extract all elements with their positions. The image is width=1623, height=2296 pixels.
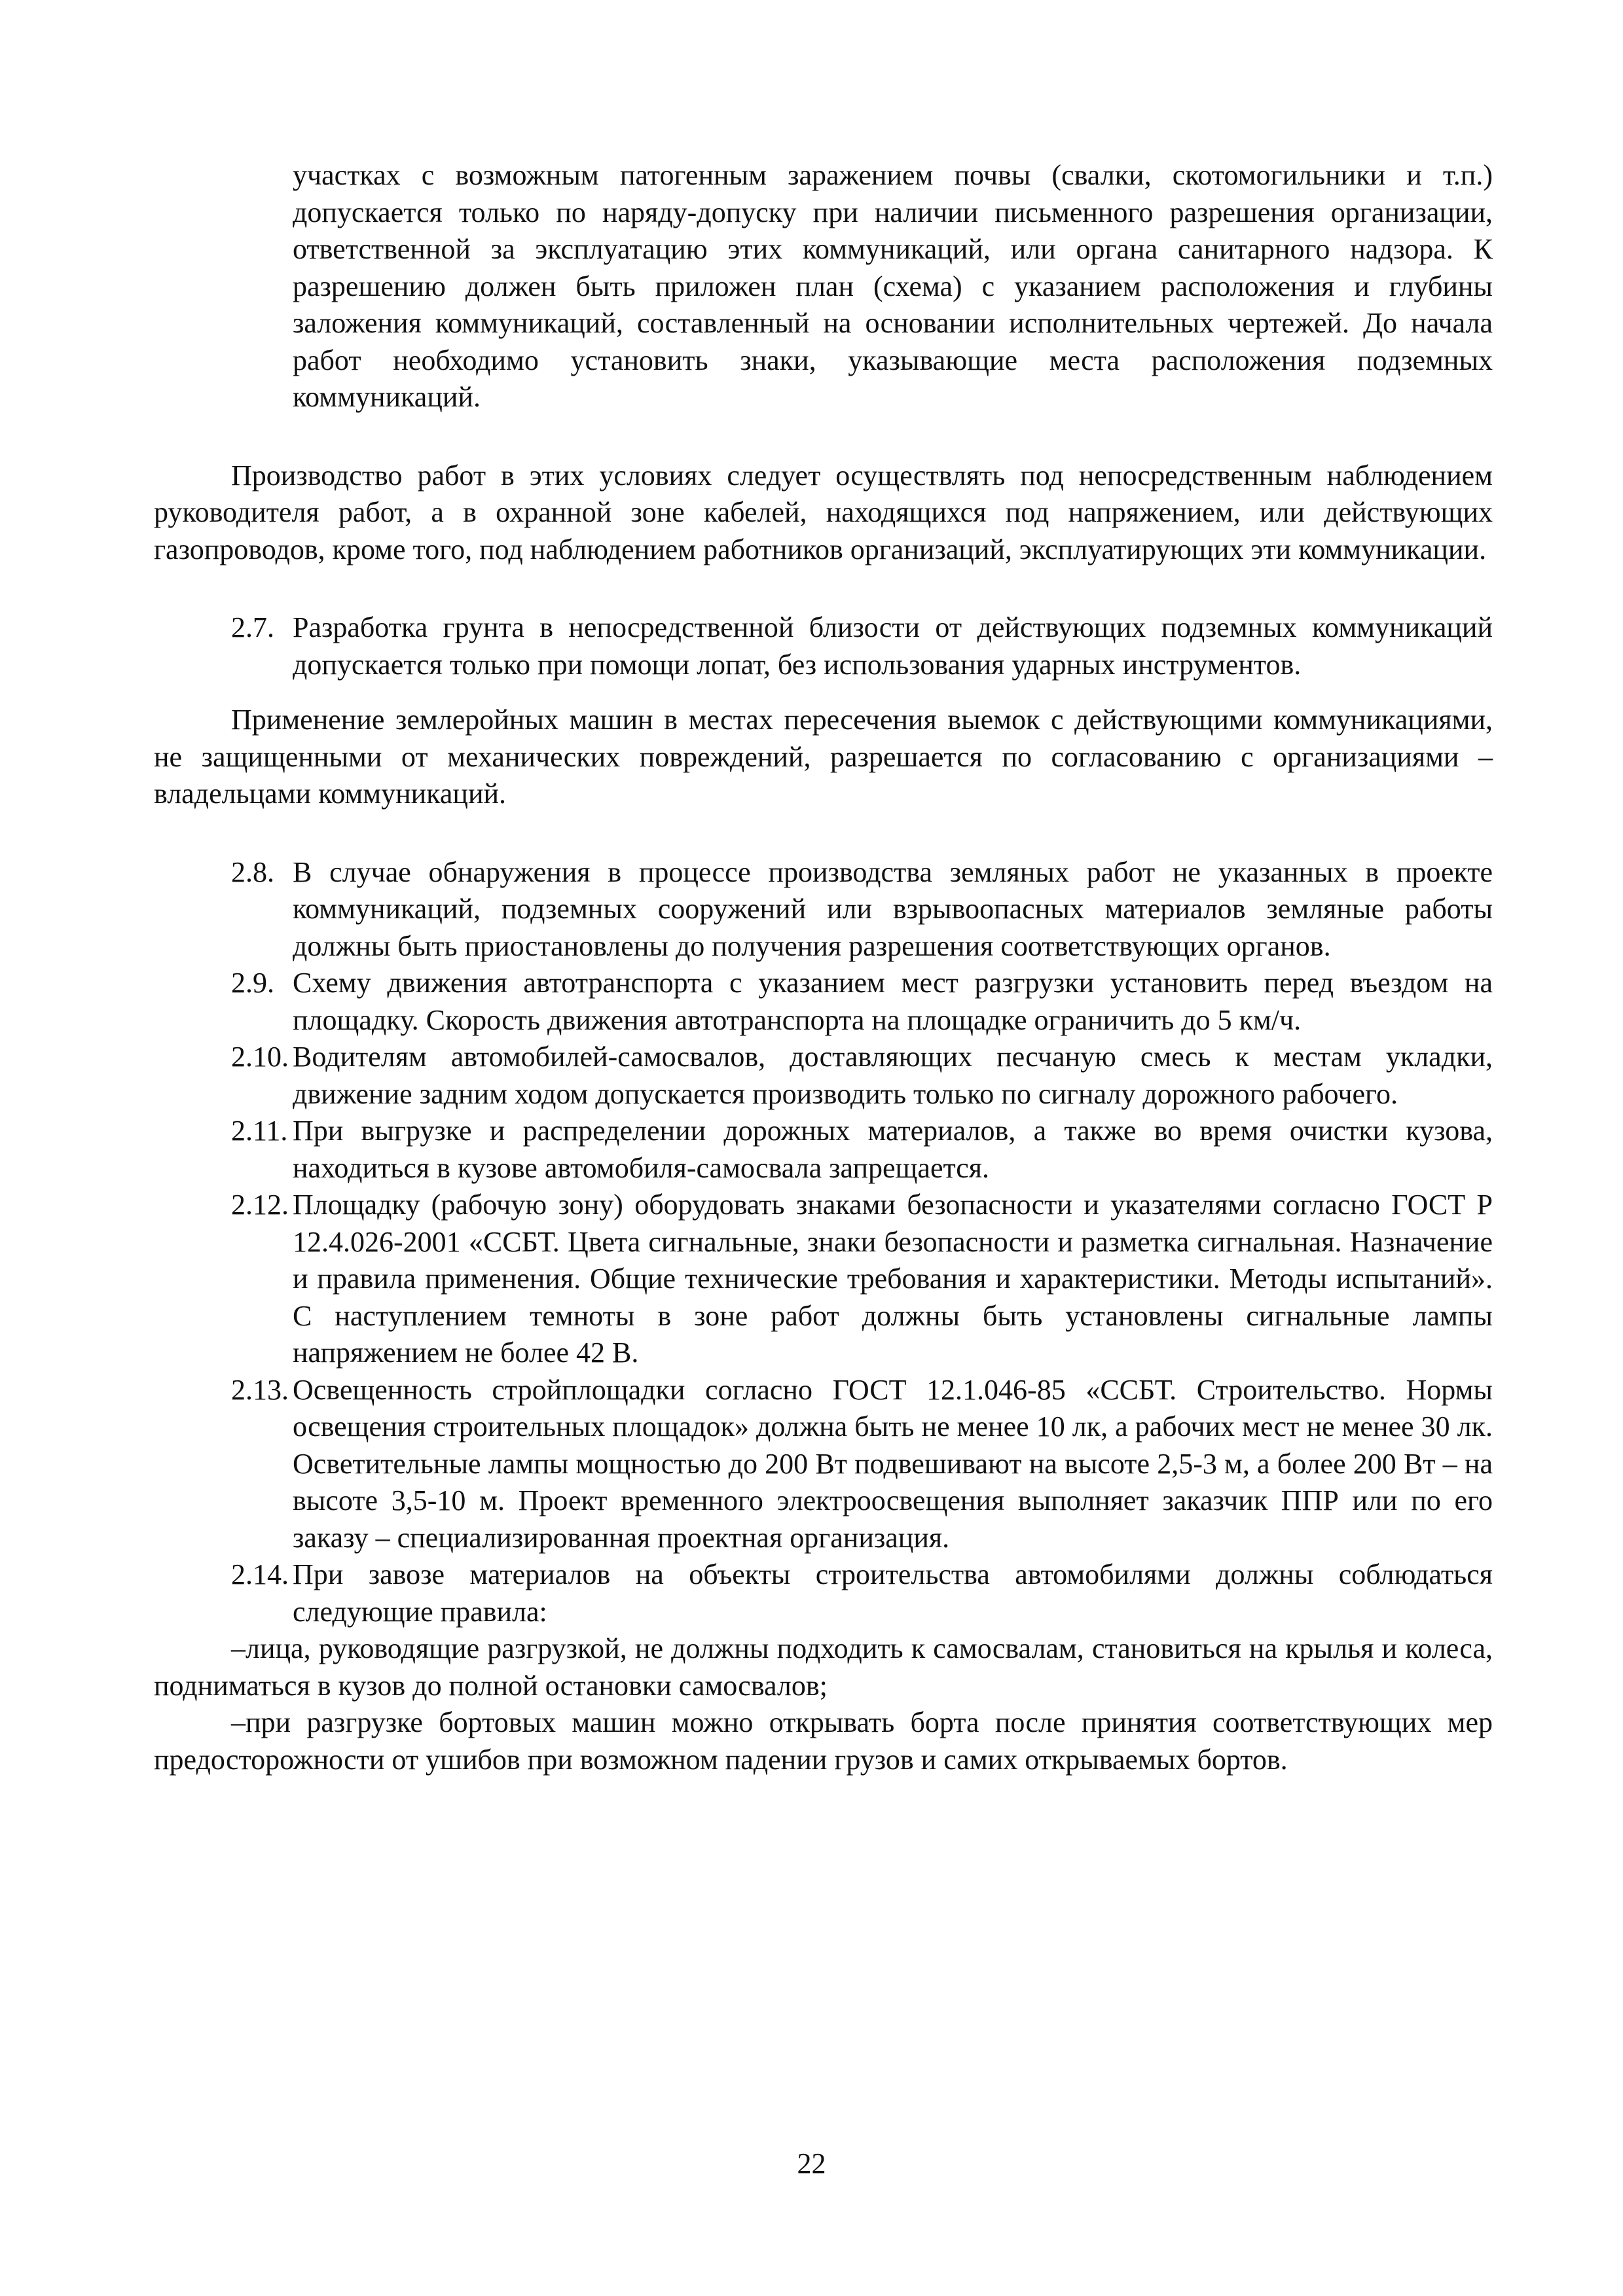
item-text: Площадку (рабочую зону) оборудовать знаками безопасности и указателями согласно ГОСТ Р 12.4.026-2001 «ССБТ. Цвета сигнальные, знаки безопасности и разметка сигнальная. Назначение и правила применения. Общие технические требования и характеристики. Методы испытаний». С наступлением темноты в зоне работ должны быть установлены сигнальные лампы напряжением не более 42 В. [293, 1189, 1493, 1369]
item-2-12 [154, 1187, 1493, 1372]
item-2-11 [154, 1113, 1493, 1187]
item-2-9 [154, 965, 1493, 1039]
item-2-7 [154, 609, 1493, 683]
item-number: 2.14. [231, 1558, 289, 1590]
item-2-14 [154, 1556, 1493, 1630]
item-number: 2.11. [231, 1115, 288, 1147]
page-number: 22 [797, 2147, 826, 2179]
item-number: 2.12. [231, 1189, 289, 1221]
paragraph-earthmoving: Применение землеройных машин в местах пересечения выемок с действующими коммуникациями, не защищенными от механических повреждений, разрешается по согласованию с организациями – владельцами коммуникаций. [154, 704, 1493, 810]
item-number: 2.9. [231, 967, 274, 999]
item-2-8 [154, 854, 1493, 965]
item-text: Освещенность стройплощадки согласно ГОСТ 12.1.046-85 «ССБТ. Строительство. Нормы освещения строительных площадок» должна быть не менее 10 лк, а рабочих мест не менее 30 лк. Осветительные лампы мощностью до 200 Вт подвешивают на высоте 2,5-3 м, а более 200 Вт – на высоте 3,5-10 м. Проект временного электроосвещения выполняет заказчик ППР или по его заказу – специализированная проектная организация. [293, 1373, 1493, 1554]
item-text: При выгрузке и распределении дорожных материалов, а также во время очистки кузова, находиться в кузове автомобиля-самосвала запрещается. [293, 1115, 1493, 1184]
item-number: 2.8. [231, 855, 274, 888]
item-number: 2.10. [231, 1041, 289, 1073]
item-text: В случае обнаружения в процессе производства земляных работ не указанных в проекте коммуникаций, подземных сооружений или взрывоопасных материалов земляные работы должны быть приостановлены до получения разрешения соответствующих органов. [293, 855, 1493, 962]
item-text: Схему движения автотранспорта с указанием мест разгрузки установить перед въездом на площадку. Скорость движения автотранспорта на площадке ограничить до 5 км/ч. [293, 967, 1493, 1036]
item-2-10 [154, 1039, 1493, 1113]
item-number: 2.7. [231, 611, 274, 643]
intro-continuation: участках с возможным патогенным заражением почвы (свалки, скотомогильники и т.п.) допускается только по наряду-допуску при наличии письменного разрешения организации, ответственной за эксплуатацию этих коммуникаций, или органа санитарного надзора. К разрешению должен быть приложен план (схема) с указанием расположения и глубины заложения коммуникаций, составленный на основании исполнительных чертежей. До начала работ необходимо установить знаки, указывающие места расположения подземных коммуникаций. [293, 159, 1493, 413]
item-text: При завозе материалов на объекты строительства автомобилями должны соблюдаться следующие правила: [293, 1558, 1493, 1628]
item-text: Водителям автомобилей-самосвалов, доставляющих песчаную смесь к местам укладки, движение задним ходом допускается производить только по сигналу дорожного рабочего. [293, 1041, 1493, 1110]
paragraph-supervision: Производство работ в этих условиях следует осуществлять под непосредственным наблюдением руководителя работ, а в охранной зоне кабелей, находящихся под напряжением, или действующих газопроводов, кроме того, под наблюдением работников организаций, эксплуатирующих эти коммуникации. [154, 459, 1493, 565]
item-number: 2.13. [231, 1373, 289, 1406]
item-2-13 [154, 1372, 1493, 1557]
rule-unloading: –лица, руководящие разгрузкой, не должны подходить к самосвалам, становиться на крылья и колеса, подниматься в кузов до полной остановки самосвалов; [154, 1632, 1493, 1702]
rule-sideboards: –при разгрузке бортовых машин можно открывать борта после принятия соответствующих мер предосторожности от ушибов при возможном падении грузов и самих открываемых бортов. [154, 1706, 1493, 1776]
item-text: Разработка грунта в непосредственной близости от действующих подземных коммуникаций допускается только при помощи лопат, без использования ударных инструментов. [293, 611, 1493, 681]
page-body [154, 157, 1493, 1778]
